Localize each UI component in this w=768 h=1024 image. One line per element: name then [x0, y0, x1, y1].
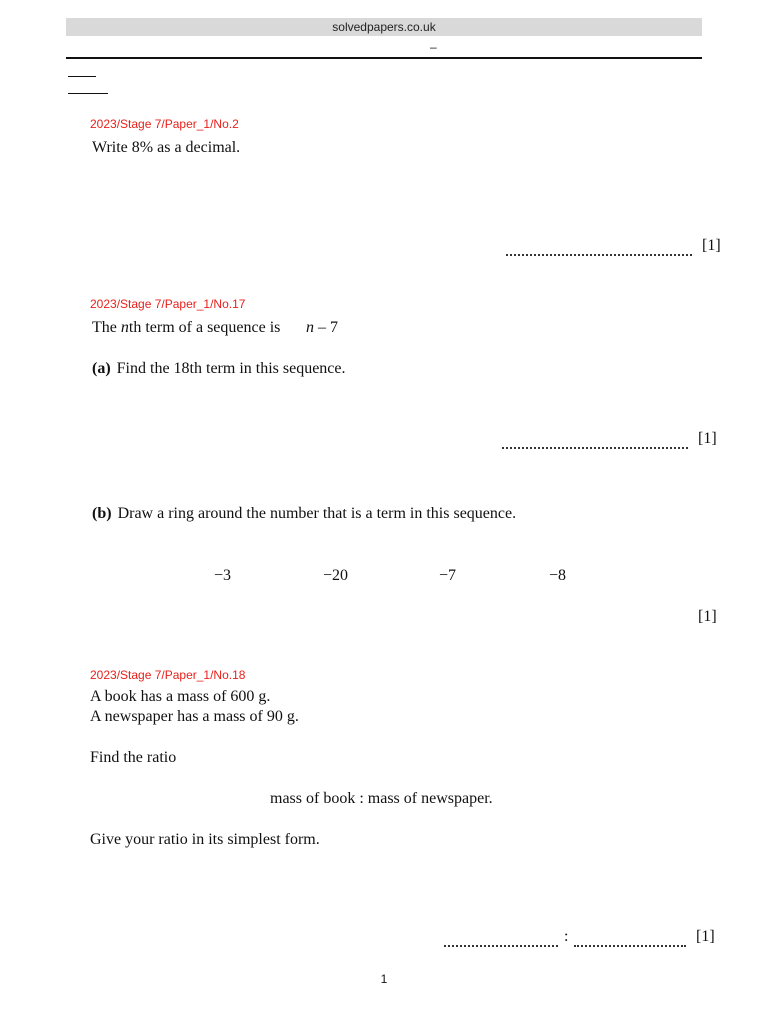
q2a-text: Find the 18th term in this sequence.	[116, 360, 346, 377]
q3-line-4: Give your ratio in its simplest form.	[90, 831, 320, 848]
site-name: solvedpapers.co.uk	[332, 20, 436, 34]
q3-reference: 2023/Stage 7/Paper_1/No.18	[90, 668, 246, 682]
q2-stem-n: n	[120, 319, 129, 336]
header-rule	[66, 57, 702, 59]
q2-stem-pre: The	[92, 319, 121, 336]
q2-reference: 2023/Stage 7/Paper_1/No.17	[90, 297, 246, 311]
page-number: 1	[380, 972, 388, 986]
q1-mark: [1]	[702, 237, 721, 254]
q2a-mark: [1]	[698, 430, 717, 447]
q2b-mark: [1]	[698, 608, 717, 625]
q2b-label: (b)	[92, 505, 112, 522]
q3-answer-line-right[interactable]	[574, 945, 686, 947]
option-minus-3[interactable]: −3	[214, 567, 232, 584]
q3-line-3: Find the ratio	[90, 749, 177, 766]
site-header-bar	[66, 18, 702, 36]
q3-ratio: mass of book : mass of newspaper.	[270, 790, 493, 807]
q2-stem	[92, 318, 280, 338]
q3-mark: [1]	[696, 928, 715, 945]
option-minus-8[interactable]: −8	[549, 567, 567, 584]
q2a-question	[92, 359, 346, 379]
option-minus-7[interactable]: −7	[439, 567, 457, 584]
header-dash: –	[430, 40, 437, 54]
q3-line-1: A book has a mass of 600 g.	[90, 688, 271, 705]
q2a-answer-line[interactable]	[502, 447, 688, 449]
q2-stem-post: th term of a sequence is	[128, 319, 281, 336]
q3-line-2: A newspaper has a mass of 90 g.	[90, 708, 299, 725]
q2-expr-n: n	[306, 319, 314, 336]
q3-answer-line-left[interactable]	[444, 945, 558, 947]
short-rule-2	[68, 93, 108, 94]
q1-answer-line[interactable]	[506, 254, 692, 256]
q2-expr-rest: – 7	[314, 319, 338, 336]
option-minus-20[interactable]: −20	[323, 567, 349, 584]
q1-reference: 2023/Stage 7/Paper_1/No.2	[90, 117, 239, 131]
q2a-label: (a)	[92, 360, 111, 377]
q2-expression	[306, 318, 338, 338]
q1-text: Write 8% as a decimal.	[92, 139, 241, 156]
q2b-question	[92, 504, 516, 524]
q3-colon: :	[564, 928, 569, 945]
q2b-text: Draw a ring around the number that is a term in this sequence.	[117, 505, 517, 522]
short-rule-1	[68, 76, 96, 77]
